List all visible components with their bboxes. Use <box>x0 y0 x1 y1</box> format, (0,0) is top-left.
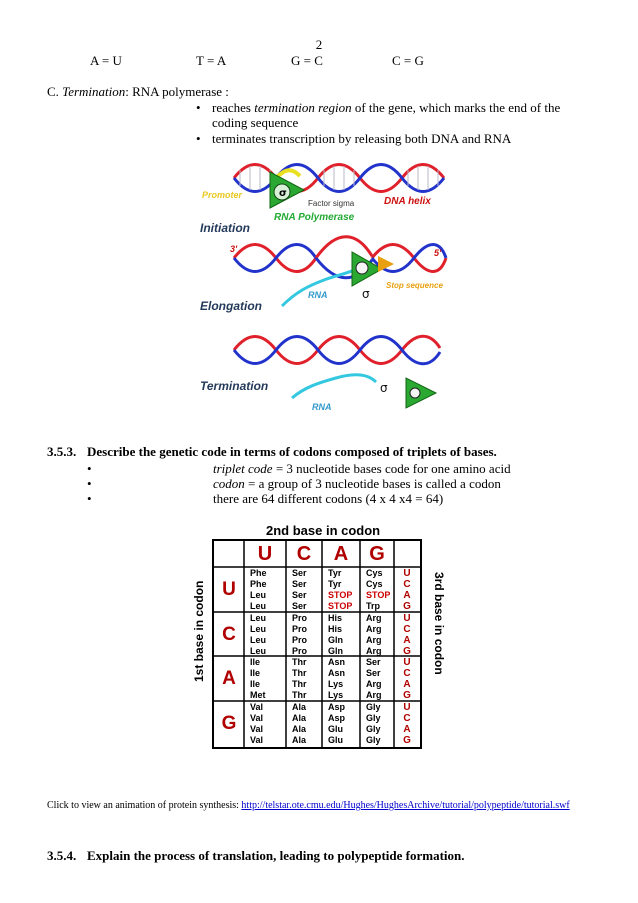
first-base-g: G <box>221 713 237 734</box>
amino-acid: Ser <box>366 668 381 678</box>
dna-helix-label: DNA helix <box>384 196 431 207</box>
second-base-g: G <box>369 543 385 565</box>
amino-acid: Ile <box>250 668 261 678</box>
third-base-u: U <box>403 613 411 624</box>
codon-cell <box>328 613 360 657</box>
second-base-c: C <box>296 543 312 565</box>
amino-acid: Ser <box>366 657 381 667</box>
second-base-u: U <box>257 543 273 565</box>
second-base-a: A <box>333 543 349 565</box>
amino-acid: Phe <box>250 579 267 589</box>
amino-acid: Arg <box>366 624 382 634</box>
amino-acid: Thr <box>292 668 307 678</box>
third-base-c: C <box>403 713 411 724</box>
amino-acid: Ser <box>292 568 307 578</box>
codon-cell <box>292 613 322 657</box>
amino-acid: Val <box>250 702 264 712</box>
amino-acid: Lys <box>328 679 344 689</box>
animation-link-prefix: Click to view an animation of protein synthesis: <box>47 800 242 811</box>
section-3-5-4-title: Explain the process of translation, leading to polypeptide formation. <box>87 848 465 863</box>
transcription-diagram <box>196 160 456 420</box>
amino-acid: Arg <box>366 613 382 623</box>
amino-acid: Val <box>250 724 264 734</box>
animation-link-line <box>47 800 570 811</box>
first-base-a: A <box>222 668 236 689</box>
amino-acid: Asn <box>328 657 346 667</box>
amino-acid: Cys <box>366 579 383 589</box>
genetic-code-bullet-3: • there are 64 different codons (4 x 4 x4 = 64) <box>87 491 444 506</box>
amino-acid: Tyr <box>328 568 342 578</box>
amino-acid: Leu <box>250 590 267 600</box>
amino-acid: Pro <box>292 624 308 634</box>
codon-cell <box>366 613 394 657</box>
codon-cell <box>366 568 394 612</box>
third-base-g: G <box>403 690 411 701</box>
amino-acid: His <box>328 624 343 634</box>
codon-table-left-title: 1st base in codon <box>192 580 206 682</box>
codon-cell <box>250 702 286 746</box>
codon-cell <box>366 657 394 701</box>
third-base-u: U <box>403 657 411 668</box>
third-base-column <box>394 702 420 746</box>
amino-acid: Val <box>250 713 264 723</box>
section-3-5-4-number: 3.5.4. <box>47 848 77 863</box>
amino-acid: Gly <box>366 713 381 723</box>
amino-acid: Thr <box>292 690 307 700</box>
amino-acid: Ile <box>250 679 261 689</box>
amino-acid: Leu <box>250 635 267 645</box>
base-pair-3: G = C <box>291 53 323 68</box>
amino-acid: Pro <box>292 613 308 623</box>
third-base-g: G <box>403 735 411 746</box>
codon-table <box>212 539 422 749</box>
elongation-helix <box>234 237 446 306</box>
rna-label-2: RNA <box>312 402 332 412</box>
elongation-label: Elongation <box>200 299 262 313</box>
amino-acid: Ala <box>292 713 307 723</box>
amino-acid: Ile <box>250 657 261 667</box>
base-pair-2: T = A <box>196 53 227 68</box>
third-base-column <box>394 568 420 612</box>
amino-acid: Ser <box>292 601 307 611</box>
amino-acid: His <box>328 613 343 623</box>
amino-acid: Thr <box>292 657 307 667</box>
codon-cell <box>250 613 286 657</box>
codon-cell <box>292 657 322 701</box>
termination-sigma-label: σ <box>380 381 388 395</box>
codon-cell <box>328 657 360 701</box>
initiation-helix <box>234 165 444 192</box>
base-pair-1: A = U <box>90 53 122 68</box>
animation-link[interactable]: http://telstar.ote.cmu.edu/Hughes/HughesArchive/tutorial/polypeptide/tutorial.swf <box>241 800 570 811</box>
amino-acid: Ala <box>292 702 307 712</box>
amino-acid: STOP <box>366 590 391 600</box>
third-base-a: A <box>403 679 411 690</box>
third-base-c: C <box>403 668 411 679</box>
amino-acid: Asp <box>328 713 346 723</box>
first-base-c: C <box>222 624 236 645</box>
base-pair-4: C = G <box>392 53 424 68</box>
amino-acid: Glu <box>328 724 343 734</box>
amino-acid: Leu <box>250 613 267 623</box>
first-base-u: U <box>222 579 236 600</box>
codon-cell <box>292 568 322 612</box>
section-3-5-3-title: Describe the genetic code in terms of codons composed of triplets of bases. <box>87 444 497 459</box>
codon-table-right-title: 3rd base in codon <box>432 572 446 675</box>
codon-cell <box>328 702 360 746</box>
third-base-a: A <box>403 724 411 735</box>
bullet-icon: • <box>87 491 92 506</box>
promoter-label: Promoter <box>202 190 243 200</box>
amino-acid: Gly <box>366 702 381 712</box>
five-prime-label: 5' <box>434 248 442 258</box>
polymerase-core-shape <box>356 262 368 274</box>
third-base-a: A <box>403 635 411 646</box>
genetic-code-bullet-2: • codon = a group of 3 nucleotide bases is called a codon <box>87 476 501 491</box>
codon-cell <box>250 657 286 701</box>
termination-bullet-2: • terminates transcription by releasing both DNA and RNA <box>196 131 512 146</box>
codon-cell <box>328 568 360 612</box>
amino-acid: Gln <box>328 646 343 656</box>
amino-acid: Trp <box>366 601 381 611</box>
amino-acid: STOP <box>328 590 353 600</box>
amino-acid: Met <box>250 690 266 700</box>
amino-acid: Arg <box>366 679 382 689</box>
termination-diagram-label: Termination <box>200 379 269 393</box>
initiation-label: Initiation <box>200 221 250 235</box>
termination-term: Termination <box>62 84 126 99</box>
section-3-5-3-number: 3.5.3. <box>47 444 77 459</box>
amino-acid: Phe <box>250 568 267 578</box>
third-base-g: G <box>403 646 411 657</box>
amino-acid: Gly <box>366 724 381 734</box>
termination-bullet-1: • reaches termination region of the gene, which marks the end of the coding sequence <box>196 100 561 130</box>
amino-acid: Leu <box>250 646 267 656</box>
amino-acid: Asp <box>328 702 346 712</box>
amino-acid: Gln <box>328 635 343 645</box>
bullet-icon: • <box>196 100 201 115</box>
polymerase-termination-core <box>410 388 420 398</box>
sigma-label: σ <box>279 188 287 199</box>
third-base-column <box>394 657 420 701</box>
third-base-column <box>394 613 420 657</box>
stop-sequence-label: Stop sequence <box>386 281 443 290</box>
amino-acid: Pro <box>292 635 308 645</box>
bullet-icon: • <box>87 461 92 476</box>
amino-acid: Ala <box>292 724 307 734</box>
third-base-a: A <box>403 590 411 601</box>
three-prime-label: 3' <box>230 244 238 254</box>
codon-cell <box>366 702 394 746</box>
bullet-icon: • <box>87 476 92 491</box>
amino-acid: Ala <box>292 735 307 745</box>
amino-acid: Glu <box>328 735 343 745</box>
amino-acid: Leu <box>250 601 267 611</box>
genetic-code-bullet-1: • triplet code = 3 nucleotide bases code for one amino acid <box>87 461 511 476</box>
third-base-u: U <box>403 702 411 713</box>
amino-acid: Lys <box>328 690 344 700</box>
amino-acid: STOP <box>328 601 353 611</box>
amino-acid: Asn <box>328 668 346 678</box>
amino-acid: Gly <box>366 735 381 745</box>
codon-cell <box>292 702 322 746</box>
codon-table-top-title: 2nd base in codon <box>266 523 381 538</box>
page-number: 2 <box>315 37 323 52</box>
termination-heading: C. Termination: RNA polymerase : <box>47 84 229 99</box>
codon-cell <box>250 568 286 612</box>
third-base-c: C <box>403 579 411 590</box>
amino-acid: Leu <box>250 624 267 634</box>
bullet-icon: • <box>196 131 201 146</box>
amino-acid: Thr <box>292 679 307 689</box>
amino-acid: Val <box>250 735 264 745</box>
free-sigma-label: σ <box>362 287 370 301</box>
amino-acid: Arg <box>366 690 382 700</box>
third-base-g: G <box>403 601 411 612</box>
amino-acid: Cys <box>366 568 383 578</box>
amino-acid: Arg <box>366 635 382 645</box>
amino-acid: Tyr <box>328 579 342 589</box>
amino-acid: Arg <box>366 646 382 656</box>
factor-sigma-label: Factor sigma <box>308 199 355 208</box>
rna-label-1: RNA <box>308 290 328 300</box>
third-base-u: U <box>403 568 411 579</box>
amino-acid: Ser <box>292 579 307 589</box>
amino-acid: Pro <box>292 646 308 656</box>
third-base-c: C <box>403 624 411 635</box>
rna-polymerase-label: RNA Polymerase <box>274 212 355 223</box>
amino-acid: Ser <box>292 590 307 600</box>
